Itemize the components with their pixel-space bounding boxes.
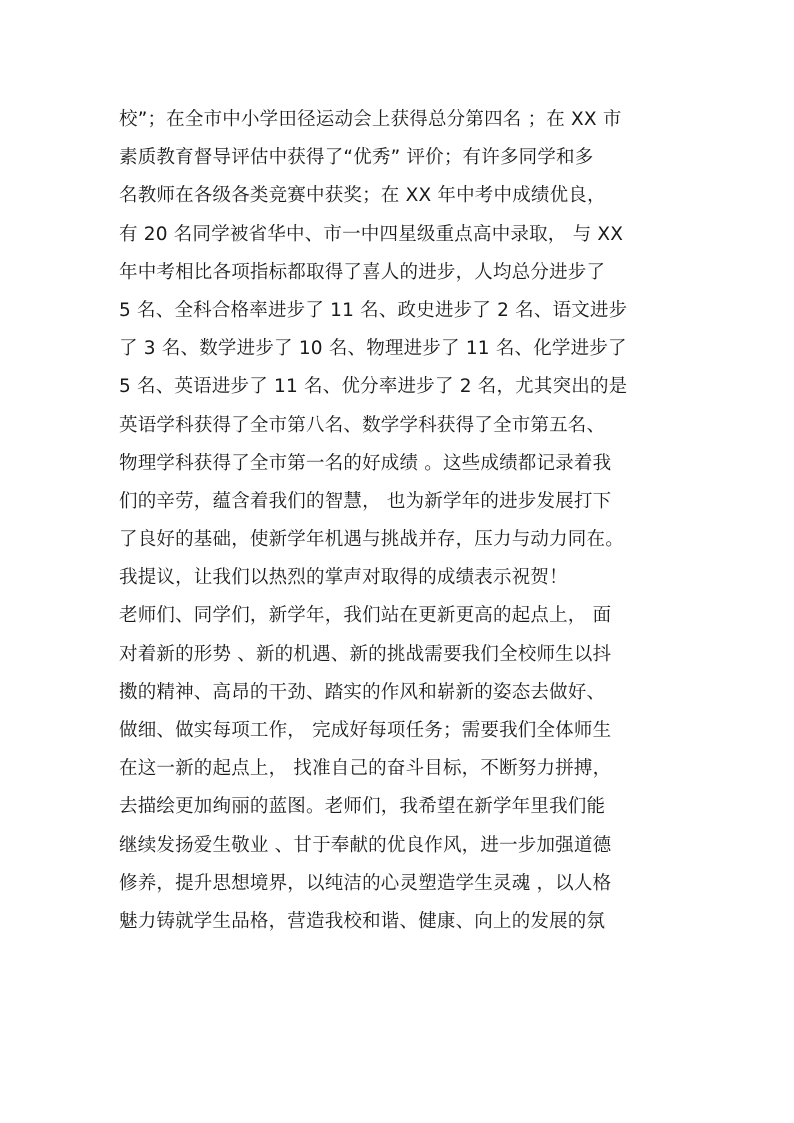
body-text (119, 101, 699, 941)
text-line: 5 名、全科合格率进步了 11 名、政史进步了 2 名、语文进步 (119, 299, 628, 321)
text-line: 们的辛劳，蕴含着我们的智慧， 也为新学年的进步发展打下 (119, 490, 612, 512)
text-line: 素质教育督导评估中获得了“优秀” 评价；有许多同学和多 (119, 147, 594, 169)
text-line: 修养，提升思想境界，以纯洁的心灵塑造学生灵魂 ，以人格 (119, 872, 612, 894)
text-line: 英语学科获得了全市第八名、数学学科获得了全市第五名、 (119, 414, 606, 436)
text-line: 做细、做实每项工作， 完成好每项任务；需要我们全体师生 (119, 720, 612, 741)
text-line: 继续发扬爱生敬业 、甘于奉献的优良作风，进一步加强道德 (119, 834, 612, 856)
text-line: 5 名、英语进步了 11 名、优分率进步了 2 名，尤其突出的是 (119, 376, 628, 398)
text-line: 了良好的基础，使新学年机遇与挑战并存，压力与动力同在。 (119, 529, 624, 551)
text-line: 了 3 名、数学进步了 10 名、物理进步了 11 名、化学进步了 (119, 338, 627, 360)
text-line: 有 20 名同学被省华中、市一中四星级重点高中录取， 与 XX (119, 223, 624, 245)
text-line: 老师们、同学们，新学年，我们站在更新更高的起点上， 面 (119, 605, 612, 627)
text-line: 校”；在全市中小学田径运动会上获得总分第四名 ；在 XX 市 (119, 109, 622, 130)
text-line: 魅力铸就学生品格，营造我校和谐、健康、向上的发展的氛 (119, 910, 606, 932)
text-line: 对着新的形势 、新的机遇、新的挑战需要我们全校师生以抖 (119, 643, 612, 665)
text-line: 擞的精神、高昂的干劲、踏实的作风和崭新的姿态去做好、 (119, 681, 606, 703)
text-line: 物理学科获得了全市第一名的好成绩 。这些成绩都记录着我 (119, 452, 612, 474)
text-line: 在这一新的起点上， 找准自己的奋斗目标，不断努力拼搏， (119, 758, 612, 780)
text-line: 名教师在各级各类竞赛中获奖；在 XX 年中考中成绩优良， (119, 185, 606, 207)
text-line: 年中考相比各项指标都取得了喜人的进步，人均总分进步了 (119, 261, 606, 283)
text-line: 我提议，让我们以热烈的掌声对取得的成绩表示祝贺！ (119, 567, 568, 589)
text-line: 去描绘更加绚丽的蓝图。老师们，我希望在新学年里我们能 (119, 796, 606, 818)
